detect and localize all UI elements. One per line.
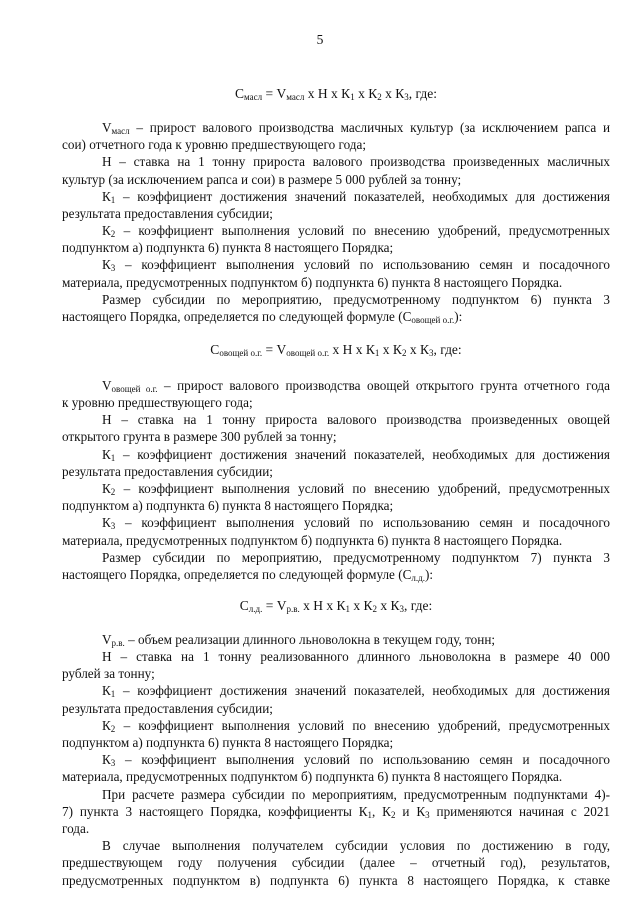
definition-v-oilseed-cont: сои) отчетного года к уровню предшествующего года; xyxy=(62,137,367,152)
definition-h-oilseed-cont: культур (за исключением рапса и сои) в размере 5 000 рублей за тонну; xyxy=(62,172,462,187)
intro-flax-cont: настоящего Порядка, определяется по следующей формуле $(С_{л.д.})$: xyxy=(62,567,434,583)
intro-vegetables-cont: настоящего Порядка, определяется по следующей формуле $(С_{овощей о.г.})$: xyxy=(62,309,463,325)
definition-k3-oilseed: $К_3$ – коэффициент выполнения условий по использованию семян и посадочного xyxy=(102,257,610,273)
formula-oilseed: $С_{масл} = V_{масл}$ х Н х $К_1$ х $К_2$ х $К_3$, где: xyxy=(235,86,437,102)
coefficient-application-end: года. xyxy=(62,821,90,836)
definition-k1-flax: $К_1$ – коэффициент достижения значений показателей, необходимых для достижения xyxy=(102,683,610,699)
definition-k2-flax: $К_2$ – коэффициент выполнения условий по внесению удобрений, предусмотренных xyxy=(102,718,610,734)
formula-vegetables: $С_{овощей о.г.} = V_{овощей о.г.}$ х Н х $К_1$ х $К_2$ х $К_3$, где: xyxy=(210,342,462,358)
definition-k1-vegetables-cont: результата предоставления субсидии; xyxy=(62,464,273,479)
definition-h-oilseed: Н – ставка на 1 тонну прироста валового производства произведенных масличных xyxy=(102,154,610,169)
definition-k1-oilseed: $К_1$ – коэффициент достижения значений показателей, необходимых для достижения xyxy=(102,189,610,205)
final-paragraph: В случае выполнения получателем субсидии условия по достижению в году, xyxy=(102,838,610,853)
definition-v-flax: $V_{р.в.}$ – объем реализации длинного льноволокна в текущем году, тонн; xyxy=(102,632,496,648)
final-paragraph-cont: предшествующем году получения субсидии (далее – отчетный год), результатов, xyxy=(62,855,610,870)
formula-flax: $С_{л.д.} = V_{р.в.}$ х Н х $К_1$ х $К_2$ х $К_3$, где: xyxy=(239,598,433,614)
definition-k2-oilseed: $К_2$ – коэффициент выполнения условий по внесению удобрений, предусмотренных xyxy=(102,223,610,239)
definition-k1-vegetables: $К_1$ – коэффициент достижения значений показателей, необходимых для достижения xyxy=(102,447,610,463)
definition-v-vegetables-cont: к уровню предшествующего года; xyxy=(62,395,253,410)
definition-k3-vegetables-cont: материала, предусмотренных подпунктом б) подпункта 6) пункта 8 настоящего Порядка. xyxy=(62,533,563,548)
definition-k2-oilseed-cont: подпунктом а) подпункта 6) пункта 8 настоящего Порядка; xyxy=(62,240,394,255)
intro-vegetables: Размер субсидии по мероприятию, предусмотренному подпунктом 6) пункта 3 xyxy=(102,292,610,307)
definition-k1-oilseed-cont: результата предоставления субсидии; xyxy=(62,206,273,221)
definition-v-vegetables: $V_{овощей о.г.}$ – прирост валового производства овощей открытого грунта отчетного года xyxy=(102,378,611,394)
coefficient-application-cont: 7) пункта 3 настоящего Порядка, коэффициенты $К_1$, $К_2$ и $К_3$ применяются начиная с 2021 xyxy=(62,804,611,820)
intro-flax: Размер субсидии по мероприятию, предусмотренному подпунктом 7) пункта 3 xyxy=(102,550,610,565)
definition-k1-flax-cont: результата предоставления субсидии; xyxy=(62,701,273,716)
definition-k2-vegetables: $К_2$ – коэффициент выполнения условий по внесению удобрений, предусмотренных xyxy=(102,481,610,497)
definition-h-flax: Н – ставка на 1 тонну реализованного длинного льноволокна в размере 40 000 xyxy=(102,649,610,664)
definition-h-vegetables: Н – ставка на 1 тонну прироста валового производства произведенных овощей xyxy=(102,412,610,427)
definition-k2-flax-cont: подпунктом а) подпункта 6) пункта 8 настоящего Порядка; xyxy=(62,735,394,750)
definition-k3-oilseed-cont: материала, предусмотренных подпунктом б) подпункта 6) пункта 8 настоящего Порядка. xyxy=(62,275,563,290)
definition-k3-flax-cont: материала, предусмотренных подпунктом б) подпункта 6) пункта 8 настоящего Порядка. xyxy=(62,769,563,784)
definition-h-flax-cont: рублей за тонну; xyxy=(62,666,155,681)
page-number: 5 xyxy=(316,32,324,47)
coefficient-application-paragraph: При расчете размера субсидии по мероприятиям, предусмотренным подпунктами 4)- xyxy=(102,787,610,802)
definition-k2-vegetables-cont: подпунктом а) подпункта 6) пункта 8 настоящего Порядка; xyxy=(62,498,394,513)
definition-k3-flax: $К_3$ – коэффициент выполнения условий по использованию семян и посадочного xyxy=(102,752,610,768)
definition-h-vegetables-cont: открытого грунта в размере 300 рублей за тонну; xyxy=(62,429,337,444)
definition-k3-vegetables: $К_3$ – коэффициент выполнения условий по использованию семян и посадочного xyxy=(102,515,610,531)
definition-v-oilseed: $V_{масл}$ – прирост валового производства масличных культур (за исключением рапса и xyxy=(102,120,610,136)
final-paragraph-end: предусмотренных подпунктом в) подпункта 6) пункта 8 настоящего Порядка, к ставке xyxy=(62,873,610,888)
